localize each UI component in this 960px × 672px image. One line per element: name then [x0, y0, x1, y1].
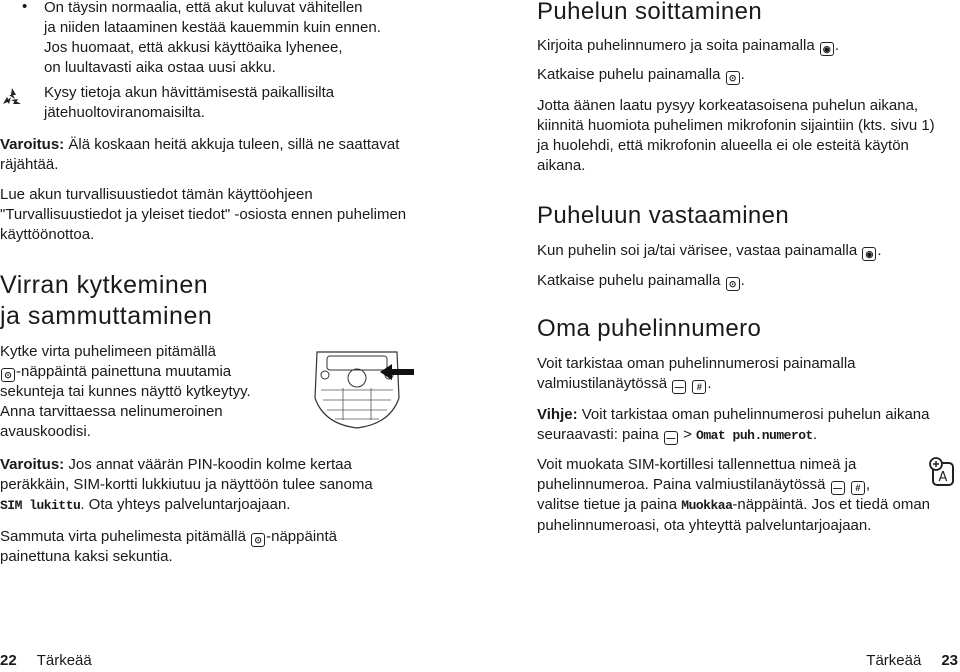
arrow-icon	[380, 364, 414, 386]
send-key-icon: ◉	[862, 247, 876, 261]
hash-key-icon: #	[692, 380, 706, 394]
section-heading-answer: Puheluun vastaaminen	[537, 202, 790, 229]
text-line: Jos huomaat, että akkusi käyttöaika lyhenee,	[44, 39, 343, 56]
svg-text:A: A	[938, 470, 948, 485]
text-line: räjähtää.	[0, 156, 59, 173]
text-span: Katkaise puhelu painamalla	[537, 66, 725, 83]
text-span: valmiustilanäytössä	[537, 375, 672, 392]
text-line	[537, 495, 960, 516]
text-span: Jos annat väärän PIN-koodin kolme kertaa	[64, 456, 352, 473]
phone-keypad-illustration	[305, 342, 415, 438]
menu-item-own-numbers: Omat puh.numerot	[696, 428, 813, 443]
text-span: puhelinnumeroa. Paina valmiustilanäytössä	[537, 476, 830, 493]
section-heading-call: Puhelun soittaminen	[537, 0, 763, 25]
bullet-dot: •	[22, 0, 28, 15]
text-span: -näppäintä painettuna muutamia	[16, 363, 232, 380]
text-line: valmiustilanäytössä — # .	[537, 375, 712, 392]
text-line: Lue akun turvallisuustiedot tämän käyttöohjeen	[0, 186, 313, 203]
text-line: puhelinnumeroa. Paina valmiustilanäytössä — # ,	[537, 476, 871, 493]
text-span: Kirjoita puhelinnumero ja soita painamalla	[537, 37, 819, 54]
text-line	[0, 495, 440, 516]
sim-feature-icon	[928, 456, 956, 493]
warning-paragraph	[0, 135, 440, 155]
text-line: Katkaise puhelu painamalla ⊙ .	[537, 66, 745, 83]
text-line: seuraavasti: paina — > Omat puh.numerot.	[537, 426, 818, 443]
heading-line: ja sammuttaminen	[0, 302, 213, 330]
text-line: aikana.	[537, 157, 586, 174]
page-number-right: 23	[941, 652, 958, 669]
text-line	[0, 527, 440, 547]
text-line: puhelinnumeroasi, ota yhteyttä palveluntarjoajaan.	[537, 517, 872, 534]
footer-left	[0, 652, 92, 670]
recycle-icon	[0, 86, 24, 116]
text-line	[0, 362, 300, 382]
menu-item-edit: Muokkaa	[681, 498, 733, 513]
text-line: jätehuoltoviranomaisilta.	[44, 104, 205, 121]
end-key-icon: ⊙	[726, 71, 740, 85]
text-line: Jotta äänen laatu pysyy korkeatasoisena puhelun aikana,	[537, 97, 919, 114]
footer-title-left: Tärkeää	[36, 652, 92, 669]
section-heading-power	[0, 270, 212, 332]
text-span: valitse tietue ja paina	[537, 496, 682, 513]
menu-key-icon: —	[664, 431, 678, 445]
text-span: . Ota yhteys palveluntarjoajaan.	[80, 496, 291, 513]
warning-text: Älä koskaan heitä akkuja tuleen, sillä ne saattavat	[64, 136, 400, 153]
text-line: käyttöönottoa.	[0, 226, 95, 243]
text-line: avauskoodisi.	[0, 423, 91, 440]
tip-paragraph	[537, 405, 960, 425]
tip-label: Vihje:	[537, 406, 578, 423]
text-span: -näppäintä	[266, 528, 338, 545]
text-line: Kysy tietoja akun hävittämisestä paikallisilta	[44, 84, 335, 101]
end-key-icon: ⊙	[251, 533, 265, 547]
menu-key-icon: —	[672, 380, 686, 394]
text-line: Voit muokata SIM-kortillesi tallennettua nimeä ja	[537, 456, 857, 473]
text-span: seuraavasti: paina	[537, 426, 663, 443]
text-line: Kun puhelin soi ja/tai värisee, vastaa painamalla ◉ .	[537, 242, 882, 259]
text-line: on luultavasti aika ostaa uusi akku.	[44, 59, 276, 76]
page-number-left: 22	[0, 652, 17, 669]
text-line: Kirjoita puhelinnumero ja soita painamalla ◉ .	[537, 37, 840, 54]
text-span: Voit tarkistaa oman puhelinnumerosi puhelun aikana	[577, 406, 930, 423]
text-line: On täysin normaalia, että akut kuluvat vähitellen	[44, 0, 363, 16]
text-line: Anna tarvittaessa nelinumeroinen	[0, 403, 223, 420]
text-span: Kun puhelin soi ja/tai värisee, vastaa painamalla	[537, 242, 862, 259]
menu-key-icon: —	[831, 481, 845, 495]
text-line: kiinnitä huomiota puhelimen mikrofonin sijaintiin (kts. sivu 1)	[537, 117, 935, 134]
text-line: ja niiden lataaminen kestää kauemmin kuin ennen.	[44, 19, 381, 36]
text-line: painettuna kaksi sekuntia.	[0, 548, 173, 565]
text-span: Sammuta virta puhelimesta pitämällä	[0, 528, 251, 545]
end-key-icon: ⊙	[1, 368, 15, 382]
text-line: "Turvallisuustiedot ja yleiset tiedot" -osiosta ennen puhelimen	[0, 206, 407, 223]
text-line: peräkkäin, SIM-kortti lukkiutuu ja näyttöön tulee sanoma	[0, 476, 373, 493]
text-span: -näppäintä. Jos et tiedä oman	[732, 496, 931, 513]
section-heading-own-number: Oma puhelinnumero	[537, 315, 762, 342]
sim-locked-message: SIM lukittu	[0, 498, 81, 513]
footer-right	[866, 652, 960, 670]
heading-line: Virran kytkeminen	[0, 271, 209, 299]
send-key-icon: ◉	[820, 42, 834, 56]
warning-paragraph	[0, 455, 440, 475]
warning-label: Varoitus:	[0, 136, 65, 153]
text-line: Voit tarkistaa oman puhelinnumerosi painamalla	[537, 355, 856, 372]
footer-title-right: Tärkeää	[866, 652, 922, 669]
text-span: Katkaise puhelu painamalla	[537, 272, 725, 289]
text-line: ja huolehdi, että mikrofonin alueella ei ole esteitä käytön	[537, 137, 909, 154]
end-key-icon: ⊙	[726, 277, 740, 291]
text-line: sekunteja tai kunnes näyttö kytkeytyy.	[0, 383, 251, 400]
text-span: >	[678, 426, 697, 443]
text-line: Katkaise puhelu painamalla ⊙ .	[537, 272, 745, 289]
text-line: Kytke virta puhelimeen pitämällä	[0, 343, 216, 360]
hash-key-icon: #	[851, 481, 865, 495]
warning-label: Varoitus:	[0, 456, 65, 473]
